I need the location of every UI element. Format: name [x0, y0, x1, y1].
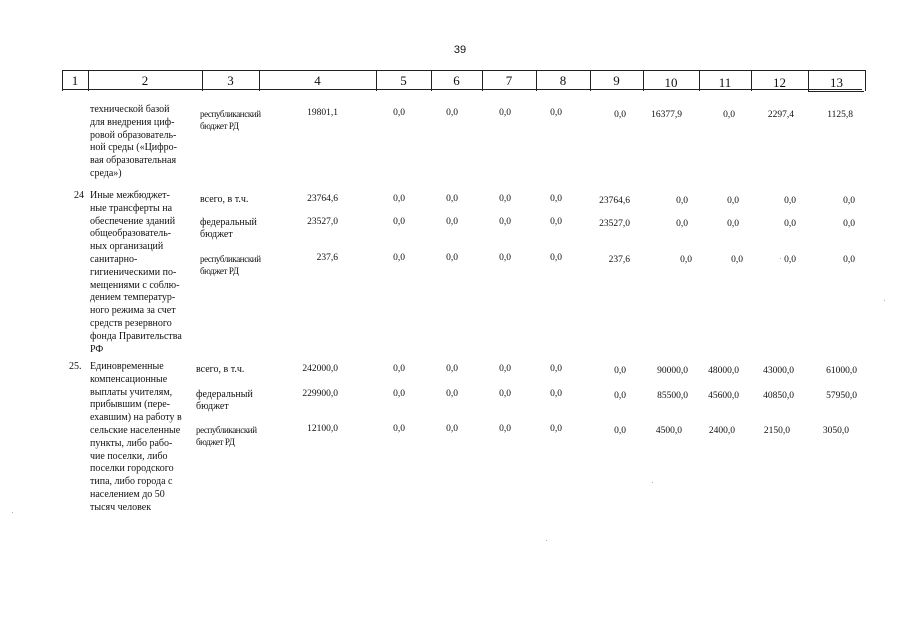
- cell-value-col-4: 237,6: [316, 253, 338, 263]
- funding-source-line: федеральный: [200, 217, 257, 228]
- cell-value-col-11: 0,0: [723, 110, 735, 120]
- cell-value-col-13: 57950,0: [826, 391, 857, 401]
- column-header-9: 9: [613, 73, 620, 88]
- cell-value-col-8: 0,0: [550, 364, 562, 374]
- cell-value-col-7: 0,0: [499, 424, 511, 434]
- cell-value-col-11: 48000,0: [708, 366, 739, 376]
- cell-value-col-11: 0,0: [727, 219, 739, 229]
- funding-source: [200, 108, 261, 132]
- cell-value-col-10: 85500,0: [657, 391, 688, 401]
- cell-value-col-13: 0,0: [843, 219, 855, 229]
- funding-source-line: бюджет: [196, 401, 229, 412]
- description-line: выплаты учителям,: [90, 386, 173, 398]
- cell-value-col-10: 0,0: [676, 219, 688, 229]
- cell-value-col-4: 23527,0: [307, 217, 338, 227]
- funding-source-line: бюджет РД: [196, 437, 235, 447]
- description-line: чие поселки, либо: [90, 450, 168, 462]
- funding-source-line: бюджет: [200, 229, 233, 240]
- row-number: 24: [74, 190, 84, 201]
- funding-source: [196, 364, 244, 376]
- funding-source-line: республиканский: [196, 425, 257, 435]
- cell-value-col-6: 0,0: [446, 389, 458, 399]
- funding-source: [200, 194, 248, 206]
- column-header-10: 10: [664, 75, 678, 90]
- cell-value-col-7: 0,0: [499, 389, 511, 399]
- description-line: сельские населенные: [90, 424, 181, 436]
- cell-value-col-7: 0,0: [499, 217, 511, 227]
- row-number: 25.: [69, 361, 82, 372]
- cell-value-col-7: 0,0: [499, 364, 511, 374]
- cell-value-col-6: 0,0: [446, 108, 458, 118]
- funding-source: [200, 253, 261, 277]
- cell-value-col-10: 4500,0: [655, 426, 682, 436]
- description-line: среда»): [90, 167, 122, 179]
- cell-value-col-8: 0,0: [550, 253, 562, 263]
- description-line: тысяч человек: [90, 501, 152, 513]
- description-line: вая образовательная: [90, 155, 177, 167]
- cell-value-col-12: 2297,4: [767, 110, 794, 120]
- description-line: средств резервного: [90, 317, 172, 329]
- page-number: 39: [453, 44, 467, 56]
- description-line: дением температур-: [90, 292, 176, 304]
- column-header-5: 5: [400, 73, 407, 88]
- row-description: [90, 104, 200, 181]
- cell-value-col-9: 0,0: [614, 110, 626, 120]
- cell-value-col-4: 23764,6: [307, 194, 338, 204]
- cell-value-col-8: 0,0: [550, 424, 562, 434]
- description-line: Иные межбюджет-: [90, 190, 170, 201]
- scan-speck: [12, 512, 13, 513]
- column-header-8: 8: [559, 73, 567, 88]
- description-line: населением до 50: [90, 488, 165, 500]
- funding-source-line: бюджет РД: [200, 121, 239, 131]
- cell-value-col-11: 45600,0: [708, 391, 739, 401]
- cell-value-col-5: 0,0: [393, 364, 405, 374]
- cell-value-col-13: 0,0: [843, 196, 855, 206]
- cell-value-col-11: 0,0: [731, 255, 743, 265]
- cell-value-col-13: 3050,0: [822, 426, 849, 436]
- column-header-13: 13: [830, 75, 843, 90]
- description-line: санитарно-: [90, 253, 138, 265]
- row-description: [90, 190, 200, 356]
- description-line: поселки городского: [90, 463, 174, 475]
- cell-value-col-10: 90000,0: [657, 366, 688, 376]
- cell-value-col-7: 0,0: [499, 253, 511, 263]
- cell-value-col-11: 0,0: [727, 196, 739, 206]
- scan-speck: [652, 482, 653, 483]
- header-bottom-rule-tail: [808, 91, 864, 92]
- column-header-4: 4: [314, 73, 321, 88]
- header-column-divider: [865, 70, 866, 91]
- cell-value-col-4: 229900,0: [302, 389, 338, 399]
- description-line: Единовременные: [90, 361, 164, 372]
- cell-value-col-8: 0,0: [550, 194, 562, 204]
- cell-value-col-6: 0,0: [446, 253, 458, 263]
- description-line: ехавшим) на работу в: [90, 412, 182, 424]
- description-line: для внедрения циф-: [90, 116, 175, 128]
- description-line: пункты, либо рабо-: [90, 437, 173, 449]
- cell-value-col-9: 0,0: [614, 366, 626, 376]
- funding-source-line: всего, в т.ч.: [200, 194, 249, 205]
- description-line: типа, либо города с: [90, 476, 173, 488]
- column-header-7: 7: [505, 73, 513, 88]
- funding-source-line: федеральный: [196, 389, 253, 400]
- cell-value-col-5: 0,0: [393, 424, 405, 434]
- cell-value-col-6: 0,0: [446, 424, 458, 434]
- cell-value-col-12: 40850,0: [763, 391, 794, 401]
- cell-value-col-5: 0,0: [393, 389, 405, 399]
- cell-value-col-12: 43000,0: [763, 366, 794, 376]
- description-line: РФ: [90, 343, 104, 355]
- description-line: прибывшим (пере-: [90, 399, 170, 411]
- cell-value-col-10: 0,0: [680, 255, 692, 265]
- cell-value-col-8: 0,0: [550, 108, 562, 118]
- column-header-11: 11: [718, 75, 732, 90]
- cell-value-col-10: 0,0: [676, 196, 688, 206]
- cell-value-col-9: 23527,0: [599, 219, 630, 229]
- description-line: ровой образователь-: [90, 129, 177, 141]
- description-line: компенсационные: [90, 373, 168, 385]
- description-line: гигиеническими по-: [90, 266, 177, 278]
- scan-speck: [780, 258, 781, 259]
- cell-value-col-9: 0,0: [614, 426, 626, 436]
- cell-value-col-4: 19801,1: [307, 108, 338, 118]
- cell-value-col-12: 0,0: [784, 219, 796, 229]
- funding-source: [200, 217, 257, 241]
- description-line: ной среды («Цифро-: [90, 142, 177, 154]
- funding-source: [196, 424, 257, 448]
- description-line: мещениями с соблю-: [90, 279, 180, 291]
- cell-value-col-13: 1125,8: [827, 110, 853, 120]
- description-line: обеспечение зданий: [90, 215, 176, 227]
- scan-speck: [546, 540, 547, 541]
- column-header-3: 3: [227, 73, 234, 88]
- cell-value-col-13: 61000,0: [826, 366, 857, 376]
- cell-value-col-12: 0,0: [784, 255, 796, 265]
- header-top-rule: [62, 70, 865, 71]
- description-line: общеобразователь-: [90, 228, 172, 240]
- cell-value-col-12: 0,0: [784, 196, 796, 206]
- cell-value-col-6: 0,0: [446, 364, 458, 374]
- cell-value-col-4: 12100,0: [307, 424, 338, 434]
- funding-source-line: всего, в т.ч.: [196, 364, 245, 375]
- funding-source-line: бюджет РД: [200, 266, 239, 276]
- description-line: ные трансферты на: [90, 202, 173, 214]
- cell-value-col-9: 23764,6: [599, 196, 630, 206]
- cell-value-col-6: 0,0: [446, 194, 458, 204]
- cell-value-col-7: 0,0: [499, 194, 511, 204]
- description-line: ных организаций: [90, 241, 164, 253]
- column-header-12: 12: [773, 75, 786, 90]
- cell-value-col-5: 0,0: [393, 217, 405, 227]
- cell-value-col-5: 0,0: [393, 253, 405, 263]
- cell-value-col-9: 0,0: [614, 391, 626, 401]
- cell-value-col-8: 0,0: [550, 389, 562, 399]
- cell-value-col-10: 16377,9: [651, 110, 682, 120]
- scan-speck: [884, 300, 885, 301]
- cell-value-col-5: 0,0: [393, 194, 405, 204]
- cell-value-col-11: 2400,0: [708, 426, 735, 436]
- cell-value-col-6: 0,0: [446, 217, 458, 227]
- cell-value-col-8: 0,0: [550, 217, 562, 227]
- row-description: [90, 361, 200, 515]
- funding-source-line: республиканский: [200, 109, 261, 119]
- cell-value-col-9: 237,6: [608, 255, 630, 265]
- column-header-2: 2: [141, 73, 149, 88]
- cell-value-col-13: 0,0: [843, 255, 855, 265]
- column-header-1: 1: [71, 73, 79, 88]
- column-header-6: 6: [453, 73, 460, 88]
- funding-source-line: республиканский: [200, 254, 261, 264]
- cell-value-col-4: 242000,0: [302, 364, 338, 374]
- funding-source: [196, 389, 253, 413]
- description-line: фонда Правительства: [90, 330, 182, 342]
- cell-value-col-12: 2150,0: [763, 426, 790, 436]
- cell-value-col-5: 0,0: [393, 108, 405, 118]
- cell-value-col-7: 0,0: [499, 108, 511, 118]
- description-line: технической базой: [90, 104, 170, 115]
- description-line: ного режима за счет: [90, 305, 176, 317]
